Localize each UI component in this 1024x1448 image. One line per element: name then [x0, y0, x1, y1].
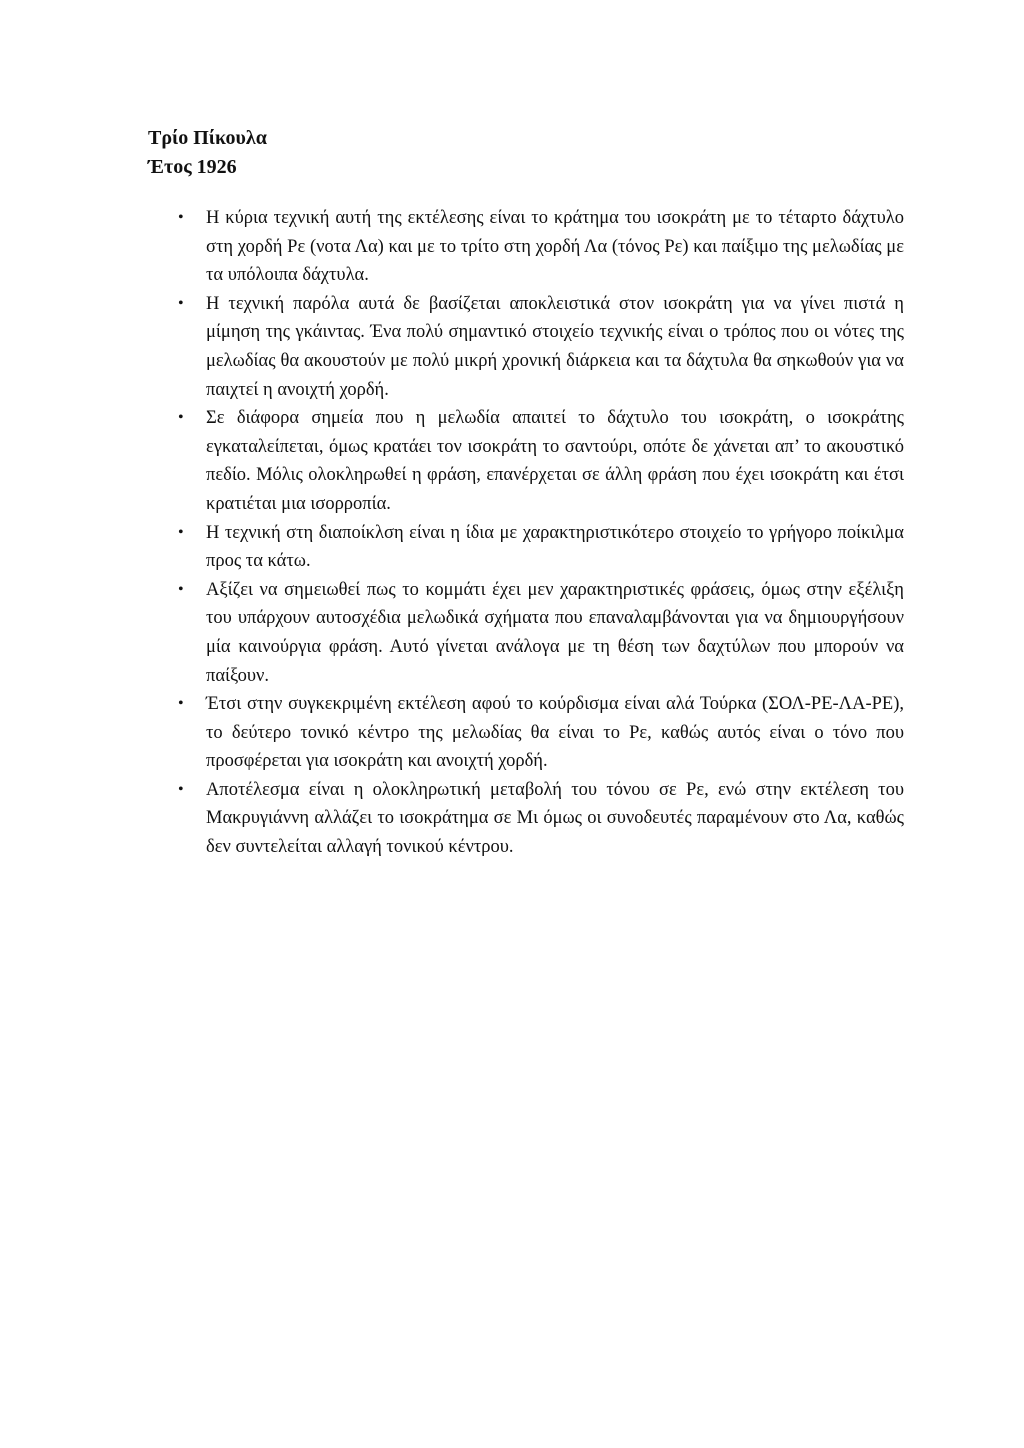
bullet-icon: •	[178, 580, 184, 598]
document-header	[148, 124, 267, 182]
bullet-icon: •	[178, 294, 184, 312]
bullet-icon: •	[178, 409, 184, 427]
bullet-item	[148, 290, 904, 404]
bullet-icon: •	[178, 523, 184, 541]
bullet-text: Έτσι στην συγκεκριμένη εκτέλεση αφού το κούρδισμα είναι αλά Τούρκα (ΣΟΛ-ΡΕ-ΛΑ-ΡΕ), το δεύτερο τονικό κέντρο της μελωδίας θα είναι το Ρε, καθώς αυτός είναι ο τόνο που προσφέρεται για ισοκράτη και ανοιχτή χορδή.	[206, 694, 904, 772]
bullet-text: Η κύρια τεχνική αυτή της εκτέλεσης είναι το κράτημα του ισοκράτη με το τέταρτο δάχτυλο στη χορδή Ρε (νοτα Λα) και με το τρίτο στη χορδή Λα (τόνος Ρε) και παίξιμο της μελωδίας με τα υπόλοιπα δάχτυλα.	[206, 208, 904, 286]
bullet-icon: •	[178, 209, 184, 226]
bullet-item	[148, 690, 904, 776]
bullet-icon: •	[178, 695, 184, 713]
bullet-text: Αξίζει να σημειωθεί πως το κομμάτι έχει μεν χαρακτηριστικές φράσεις, όμως στην εξέλιξη του υπάρχουν αυτοσχέδια μελωδικά σχήματα που επαναλαμβάνονται για να δημιουργήσουν μία καινούργια φράση. Αυτό γίνεται ανάλογα με τη θέση των δαχτύλων που μπορούν να παίξουν.	[206, 579, 904, 686]
bullet-icon: •	[178, 780, 184, 798]
bullet-item	[148, 776, 904, 862]
bullet-list	[148, 204, 904, 862]
document-title: Τρίο Πίκουλα	[148, 127, 267, 149]
bullet-item	[148, 576, 904, 690]
bullet-item	[148, 519, 904, 576]
bullet-item	[148, 404, 904, 518]
bullet-item	[148, 204, 904, 290]
bullet-text: Αποτέλεσμα είναι η ολοκληρωτική μεταβολή του τόνου σε Ρε, ενώ στην εκτέλεση του Μακρυγιάννη αλλάζει το ισοκράτημα σε Μι όμως οι συνοδευτές παραμένουν στο Λα, καθώς δεν συντελείται αλλαγή τονικού κέντρου.	[206, 779, 904, 858]
bullet-text: Σε διάφορα σημεία που η μελωδία απαιτεί το δάχτυλο του ισοκράτη, ο ισοκράτης εγκαταλείπεται, όμως κρατάει τον ισοκράτη το σαντούρι, οπότε δε χάνεται απ’ το ακουστικό πεδίο. Μόλις ολοκληρωθεί η φράση, επανέρχεται σε άλλη φράση που έχει ισοκράτη και έτσι κρατιέται μια ισορροπία.	[206, 408, 904, 514]
bullet-text: Η τεχνική παρόλα αυτά δε βασίζεται αποκλειστικά στον ισοκράτη για να γίνει πιστά η μίμηση της γκάιντας. Ένα πολύ σημαντικό στοιχείο τεχνικής είναι ο τρόπος που οι νότες της μελωδίας θα ακουστούν με πολύ μικρή χρονική διάρκεια και τα δάχτυλα θα σηκωθούν για να παιχτεί η ανοιχτή χορδή.	[206, 293, 904, 400]
bullet-text: Η τεχνική στη διαποίκλση είναι η ίδια με χαρακτηριστικότερο στοιχείο το γρήγορο ποίκιλμα προς τα κάτω.	[206, 522, 904, 572]
document-year: Έτος 1926	[148, 156, 237, 178]
